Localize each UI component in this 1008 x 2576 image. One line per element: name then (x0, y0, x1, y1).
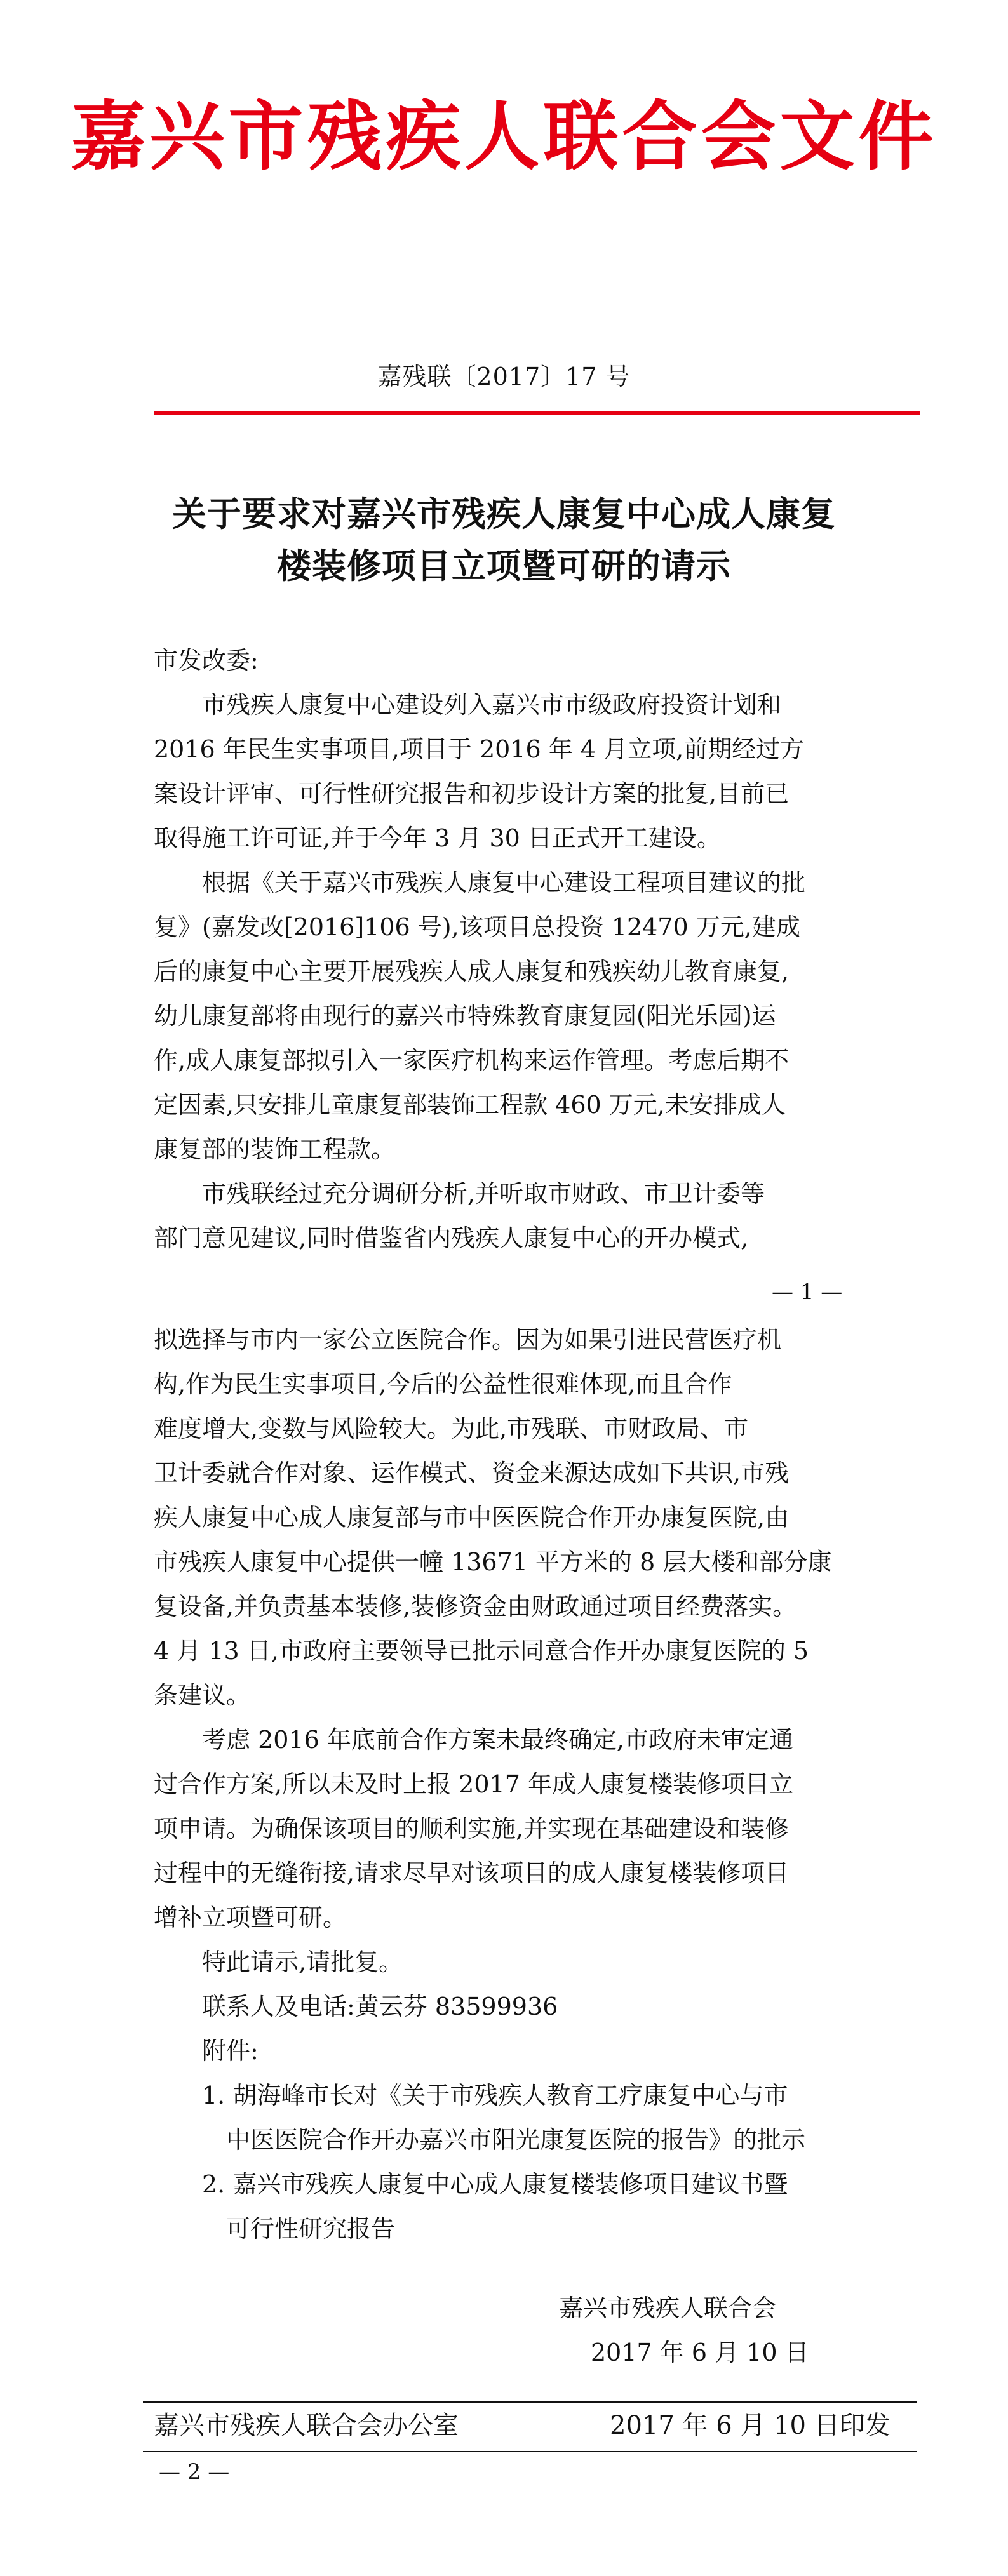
paragraph-line: 疾人康复中心成人康复部与市中医医院合作开办康复医院,由 (154, 1504, 790, 1532)
paragraph-line: 4 月 13 日,市政府主要领导已批示同意合作开办康复医院的 5 (154, 1637, 809, 1665)
paragraph-line: 市残疾人康复中心建设列入嘉兴市市级政府投资计划和 (202, 691, 782, 719)
attachment-item (202, 2162, 913, 2251)
attachment-line: 2. 嘉兴市残疾人康复中心成人康复楼装修项目建议书暨 (202, 2170, 788, 2198)
page-number-1: — 1 — (772, 1279, 843, 1305)
paragraph-2 (154, 860, 920, 1171)
paragraph-line: 康复部的装饰工程款。 (154, 1135, 396, 1163)
footer-office: 嘉兴市残疾人联合会办公室 (154, 2411, 459, 2440)
paragraph-1 (154, 683, 920, 860)
paragraph-line: 过合作方案,所以未及时上报 2017 年成人康复楼装修项目立 (154, 1770, 793, 1798)
paragraph-line: 市残疾人康复中心提供一幢 13671 平方米的 8 层大楼和部分康 (154, 1548, 832, 1576)
paragraph-line: 拟选择与市内一家公立医院合作。因为如果引进民营医疗机 (154, 1326, 782, 1354)
footer-top-rule (143, 2401, 917, 2403)
closing-block (154, 1940, 920, 2073)
footer-bottom-rule (143, 2451, 917, 2452)
paragraph-line: 增补立项暨可研。 (154, 1904, 347, 1932)
paragraph-line: 难度增大,变数与风险较大。为此,市残联、市财政局、市 (154, 1415, 749, 1443)
signature-org: 嘉兴市残疾人联合会 (559, 2294, 777, 2322)
paragraph-line: 后的康复中心主要开展残疾人成人康复和残疾幼儿教育康复, (154, 958, 790, 985)
paragraph-line: 复》(嘉发改[2016]106 号),该项目总投资 12470 万元,建成 (154, 913, 800, 941)
contact-line: 联系人及电话:黄云芬 83599936 (202, 1992, 558, 2020)
attachments-label: 附件: (202, 2037, 259, 2065)
paragraph-line: 复设备,并负责基本装修,装修资金由财政通过项目经费落实。 (154, 1592, 797, 1620)
paragraph-line: 部门意见建议,同时借鉴省内残疾人康复中心的开办模式, (154, 1224, 749, 1252)
document-title (95, 488, 913, 592)
salutation: 市发改委: (154, 646, 259, 674)
paragraph-line: 定因素,只安排儿童康复部装饰工程款 460 万元,未安排成人 (154, 1091, 786, 1119)
paragraph-3-page-1 (154, 1171, 920, 1260)
paragraph-line: 作,成人康复部拟引入一家医疗机构来运作管理。考虑后期不 (154, 1046, 790, 1074)
closing-line: 特此请示,请批复。 (202, 1948, 403, 1976)
attachment-line: 1. 胡海峰市长对《关于市残疾人教育工疗康复中心与市 (202, 2081, 788, 2109)
paragraph-line: 过程中的无缝衔接,请求尽早对该项目的成人康复楼装修项目 (154, 1859, 790, 1887)
paragraph-line: 2016 年民生实事项目,项目于 2016 年 4 月立项,前期经过方 (154, 735, 805, 763)
paragraph-line: 案设计评审、可行性研究报告和初步设计方案的批复,目前已 (154, 780, 790, 808)
page-number-2: — 2 — (159, 2459, 230, 2485)
attachment-item (202, 2073, 913, 2162)
footer-print-date: 2017 年 6 月 10 日印发 (610, 2411, 890, 2440)
paragraph-3-page-2 (154, 1318, 920, 1718)
paragraph-line: 条建议。 (154, 1681, 251, 1709)
attachments-list (202, 2073, 913, 2251)
paragraph-line: 考虑 2016 年底前合作方案未最终确定,市政府未审定通 (202, 1726, 793, 1754)
paragraph-line: 市残联经过充分调研分析,并听取市财政、市卫计委等 (202, 1180, 765, 1208)
paragraph-4 (154, 1718, 920, 1940)
document-number: 嘉残联〔2017〕17 号 (377, 363, 631, 390)
paragraph-line: 幼儿康复部将由现行的嘉兴市特殊教育康复园(阳光乐园)运 (154, 1002, 776, 1030)
document-title-line-1: 关于要求对嘉兴市残疾人康复中心成人康复 (172, 493, 836, 534)
red-divider-line (154, 411, 920, 415)
document-title-line-2: 楼装修项目立项暨可研的请示 (277, 545, 731, 586)
signature-date: 2017 年 6 月 10 日 (591, 2339, 809, 2366)
org-letterhead-title: 嘉兴市残疾人联合会文件 (71, 92, 937, 180)
attachment-line: 中医医院合作开办嘉兴市阳光康复医院的报告》的批示 (226, 2126, 806, 2154)
paragraph-line: 取得施工许可证,并于今年 3 月 30 日正式开工建设。 (154, 824, 721, 852)
paragraph-line: 项申请。为确保该项目的顺利实施,并实现在基础建设和装修 (154, 1815, 790, 1843)
paragraph-line: 卫计委就合作对象、运作模式、资金来源达成如下共识,市残 (154, 1459, 790, 1487)
paragraph-line: 构,作为民生实事项目,今后的公益性很难体现,而且合作 (154, 1370, 732, 1398)
attachment-line: 可行性研究报告 (226, 2215, 396, 2243)
paragraph-line: 根据《关于嘉兴市残疾人康复中心建设工程项目建议的批 (202, 869, 806, 897)
